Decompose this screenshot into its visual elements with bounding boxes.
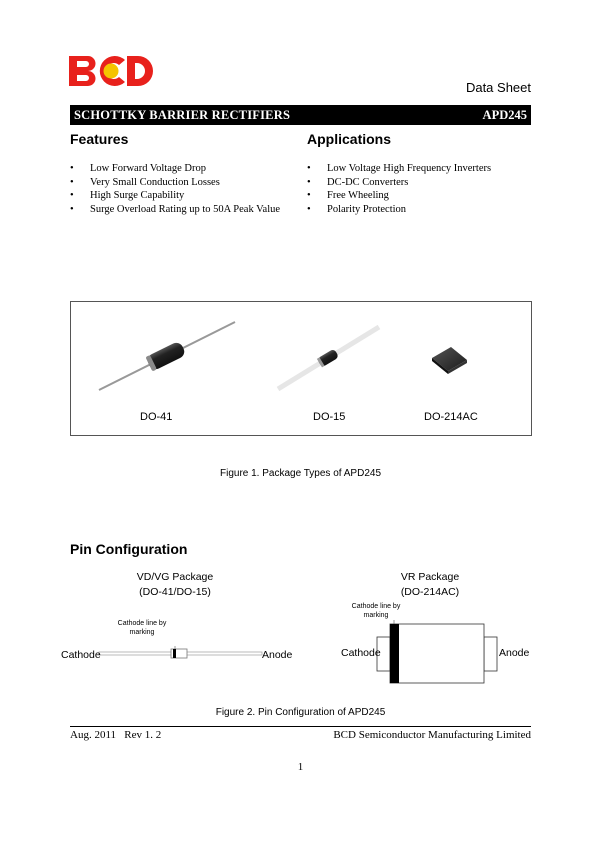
figure2-caption: Figure 2. Pin Configuration of APD245 [215,707,386,718]
features-heading: Features [70,131,129,147]
pin-configuration-diagrams [60,600,540,695]
bcd-logo [69,56,153,86]
footer-date-revision: Aug. 2011 Rev 1. 2 [70,729,162,741]
figure1-caption: Figure 1. Package Types of APD245 [219,468,382,479]
feature-item: • Low Forward Voltage Drop [70,162,280,176]
package-label-do214ac: DO-214AC [424,411,478,423]
axial-diode-drawing [99,646,262,658]
cathode-label-smd: Cathode [341,647,381,659]
package-label-do41: DO-41 [140,411,173,423]
vr-title-line1: VR Package [400,571,460,583]
feature-item: • High Surge Capability [70,189,280,203]
vdvg-package-title [120,570,230,600]
package-illustrations [71,302,531,407]
marking-note-line1: Cathode line by [117,620,167,627]
footer-divider [70,726,531,727]
do41-package-image [99,322,235,390]
page-number: 1 [297,761,304,773]
pin-configuration-heading: Pin Configuration [70,541,188,557]
application-item: • Low Voltage High Frequency Inverters [307,162,491,176]
product-category: SCHOTTKY BARRIER RECTIFIERS [74,108,291,122]
feature-item: • Surge Overload Rating up to 50A Peak Value [70,203,280,217]
vdvg-title-line2: (DO-41/DO-15) [139,586,211,598]
part-number: APD245 [482,108,527,122]
vdvg-title-line1: VD/VG Package [136,571,214,583]
marking-note-line1: Cathode line by [351,603,401,610]
do15-package-image [278,327,379,389]
package-label-do15: DO-15 [313,411,346,423]
doc-type-label: Data Sheet [465,80,531,95]
application-item: • Polarity Protection [307,203,491,217]
anode-label-axial: Anode [262,649,293,661]
cathode-marking-note-left [112,620,172,637]
application-item: • DC-DC Converters [307,176,491,190]
applications-list [307,162,491,216]
do214ac-package-image [432,347,467,374]
vr-title-line2: (DO-214AC) [400,586,460,598]
cathode-marking-note-right [348,603,404,620]
application-item: • Free Wheeling [307,189,491,203]
smd-diode-drawing [377,620,497,683]
marking-note-line2: marking [129,628,155,636]
applications-heading: Applications [307,131,392,147]
features-list [70,162,280,216]
cathode-label-axial: Cathode [61,649,101,661]
anode-label-smd: Anode [499,647,530,659]
vr-package-title [375,570,485,600]
feature-item: • Very Small Conduction Losses [70,176,280,190]
title-bar [70,105,531,125]
marking-note-line2: marking [363,611,389,619]
footer-company: BCD Semiconductor Manufacturing Limited [333,729,531,741]
